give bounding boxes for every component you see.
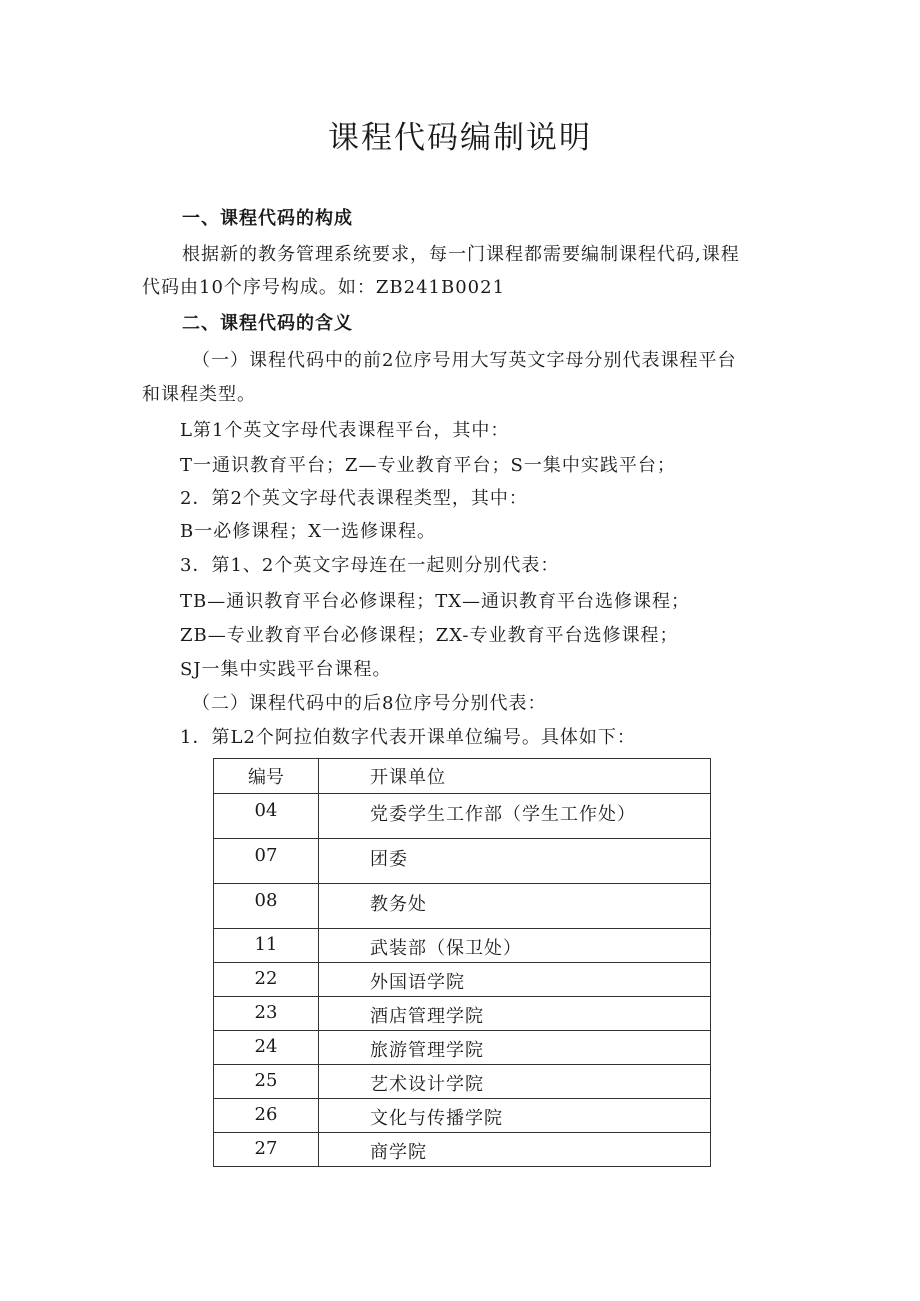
paragraph-line: T一通识教育平台；Z—专业教育平台；S一集中实践平台； xyxy=(180,455,676,476)
paragraph-line: SJ一集中实践平台课程。 xyxy=(180,659,392,680)
paragraph-line: 3．第1、2个英文字母连在一起则分别代表： xyxy=(180,555,560,576)
table-row xyxy=(214,1099,711,1133)
paragraph-line: 代码由10个序号构成。如：ZB241B0021 xyxy=(142,277,506,298)
unit-code: 25 xyxy=(214,1065,319,1099)
paragraph-line: 和课程类型。 xyxy=(142,384,256,405)
table-row xyxy=(214,929,711,963)
unit-name: 旅游管理学院 xyxy=(319,1031,711,1065)
unit-name: 武装部（保卫处） xyxy=(319,929,711,963)
paragraph-line: 1．第L2个阿拉伯数字代表开课单位编号。具体如下： xyxy=(180,727,636,748)
header-code: 编号 xyxy=(214,759,319,794)
paragraph-line: B一必修课程；X一选修课程。 xyxy=(180,521,437,542)
table-row xyxy=(214,839,711,884)
table-row xyxy=(214,1133,711,1167)
table-row xyxy=(214,997,711,1031)
unit-name: 外国语学院 xyxy=(319,963,711,997)
paragraph-line: TB—通识教育平台必修课程；TX—通识教育平台选修课程； xyxy=(180,591,691,612)
unit-name: 艺术设计学院 xyxy=(319,1065,711,1099)
unit-name: 党委学生工作部（学生工作处） xyxy=(319,794,711,839)
unit-code: 11 xyxy=(214,929,319,963)
paragraph-line: ZB—专业教育平台必修课程；ZX-专业教育平台选修课程； xyxy=(180,625,679,646)
unit-code: 07 xyxy=(214,839,319,884)
paragraph-line: 根据新的教务管理系统要求，每一门课程都需要编制课程代码,课程 xyxy=(182,244,740,265)
table-row xyxy=(214,794,711,839)
paragraph-line: （二）课程代码中的后8位序号分别代表： xyxy=(192,693,547,714)
table-header-row xyxy=(214,759,711,794)
section-heading-1: 一、课程代码的构成 xyxy=(182,208,353,229)
unit-code: 08 xyxy=(214,884,319,929)
unit-name: 教务处 xyxy=(319,884,711,929)
paragraph-line: （一）课程代码中的前2位序号用大写英文字母分别代表课程平台 xyxy=(192,350,737,371)
unit-name: 商学院 xyxy=(319,1133,711,1167)
table-row xyxy=(214,884,711,929)
unit-name: 团委 xyxy=(319,839,711,884)
unit-code-table xyxy=(213,758,711,1167)
header-unit: 开课单位 xyxy=(319,759,711,794)
unit-code: 26 xyxy=(214,1099,319,1133)
paragraph-line: 2．第2个英文字母代表课程类型，其中： xyxy=(180,488,528,509)
table-row xyxy=(214,963,711,997)
unit-code: 23 xyxy=(214,997,319,1031)
unit-code: 22 xyxy=(214,963,319,997)
unit-code: 04 xyxy=(214,794,319,839)
document-title: 课程代码编制说明 xyxy=(328,120,592,156)
unit-code: 24 xyxy=(214,1031,319,1065)
unit-name: 酒店管理学院 xyxy=(319,997,711,1031)
table-row xyxy=(214,1065,711,1099)
paragraph-line: L第1个英文字母代表课程平台，其中： xyxy=(180,420,510,441)
unit-code: 27 xyxy=(214,1133,319,1167)
table-row xyxy=(214,1031,711,1065)
unit-name: 文化与传播学院 xyxy=(319,1099,711,1133)
section-heading-2: 二、课程代码的含义 xyxy=(182,313,353,334)
